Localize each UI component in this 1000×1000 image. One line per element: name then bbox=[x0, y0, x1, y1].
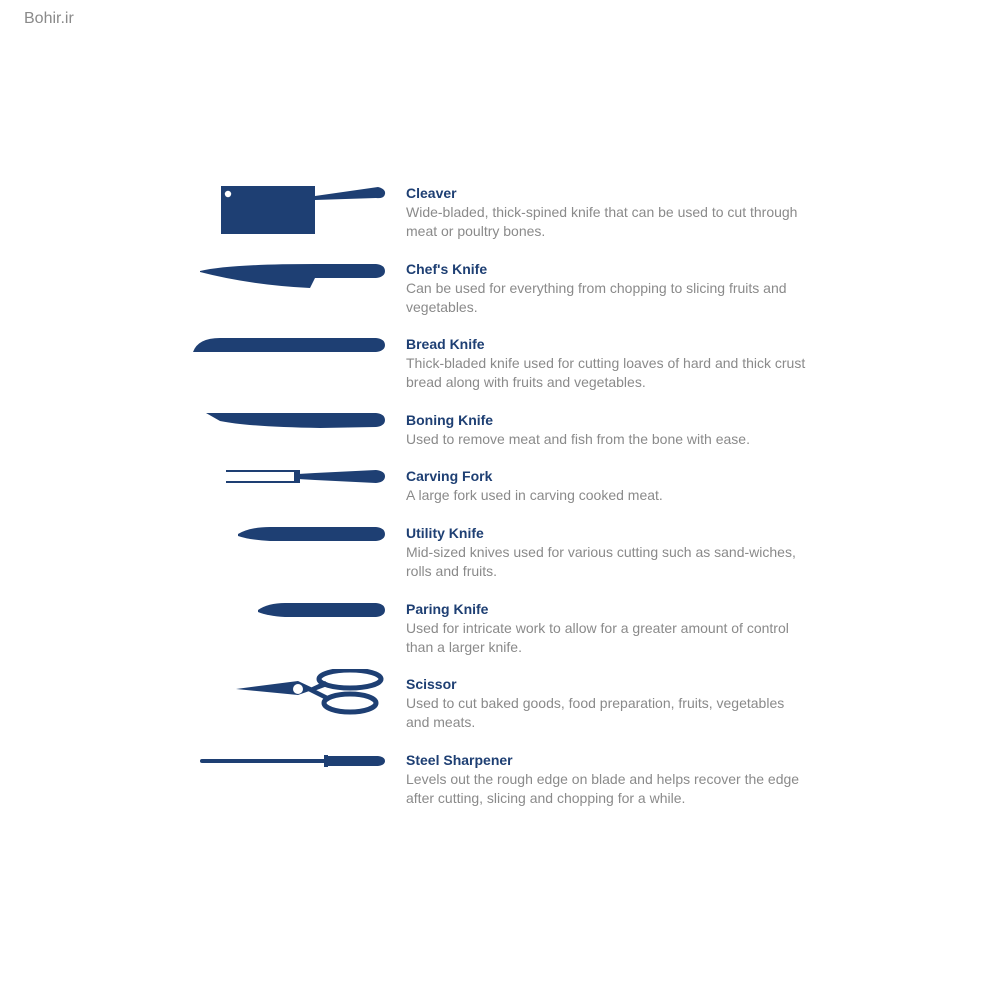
chefs-knife-icon bbox=[190, 260, 390, 320]
item-description: Thick-bladed knife used for cutting loaves of hard and thick crust bread along with fruits and vegetables. bbox=[406, 355, 806, 390]
item-description: Used for intricate work to allow for a greater amount of control than a larger knife. bbox=[406, 620, 789, 655]
item-name: Utility Knife bbox=[406, 525, 484, 541]
item-name: Cleaver bbox=[406, 185, 457, 201]
item-name: Scissor bbox=[406, 676, 457, 692]
scissor-icon bbox=[190, 669, 390, 729]
bread-knife-icon bbox=[190, 335, 390, 395]
item-description: A large fork used in carving cooked meat. bbox=[406, 487, 663, 503]
item-name: Chef's Knife bbox=[406, 261, 488, 277]
item-description: Levels out the rough edge on blade and helps recover the edge after cutting, slicing and chopping for a while. bbox=[406, 771, 800, 806]
watermark-text: Bohir.ir bbox=[24, 10, 74, 27]
item-name: Bread Knife bbox=[406, 336, 485, 352]
item-name: Boning Knife bbox=[406, 412, 494, 428]
steel-sharpener-icon bbox=[190, 751, 390, 811]
boning-knife-icon bbox=[190, 411, 390, 471]
item-name: Carving Fork bbox=[406, 468, 493, 484]
item-name: Steel Sharpener bbox=[406, 752, 513, 768]
item-description: Can be used for everything from chopping to slicing fruits and vegetables. bbox=[406, 280, 787, 315]
item-description: Wide-bladed, thick-spined knife that can be used to cut through meat or poultry bones. bbox=[406, 204, 798, 239]
paring-knife-icon bbox=[190, 600, 390, 660]
item-description: Mid-sized knives used for various cutting such as sand-wiches, rolls and fruits. bbox=[406, 544, 796, 579]
cleaver-icon bbox=[190, 184, 390, 244]
carving-fork-icon bbox=[190, 467, 390, 527]
item-description: Used to remove meat and fish from the bone with ease. bbox=[406, 431, 750, 447]
utility-knife-icon bbox=[190, 524, 390, 584]
item-name: Paring Knife bbox=[406, 601, 489, 617]
item-description: Used to cut baked goods, food preparation, fruits, vegetables and meats. bbox=[406, 695, 785, 730]
